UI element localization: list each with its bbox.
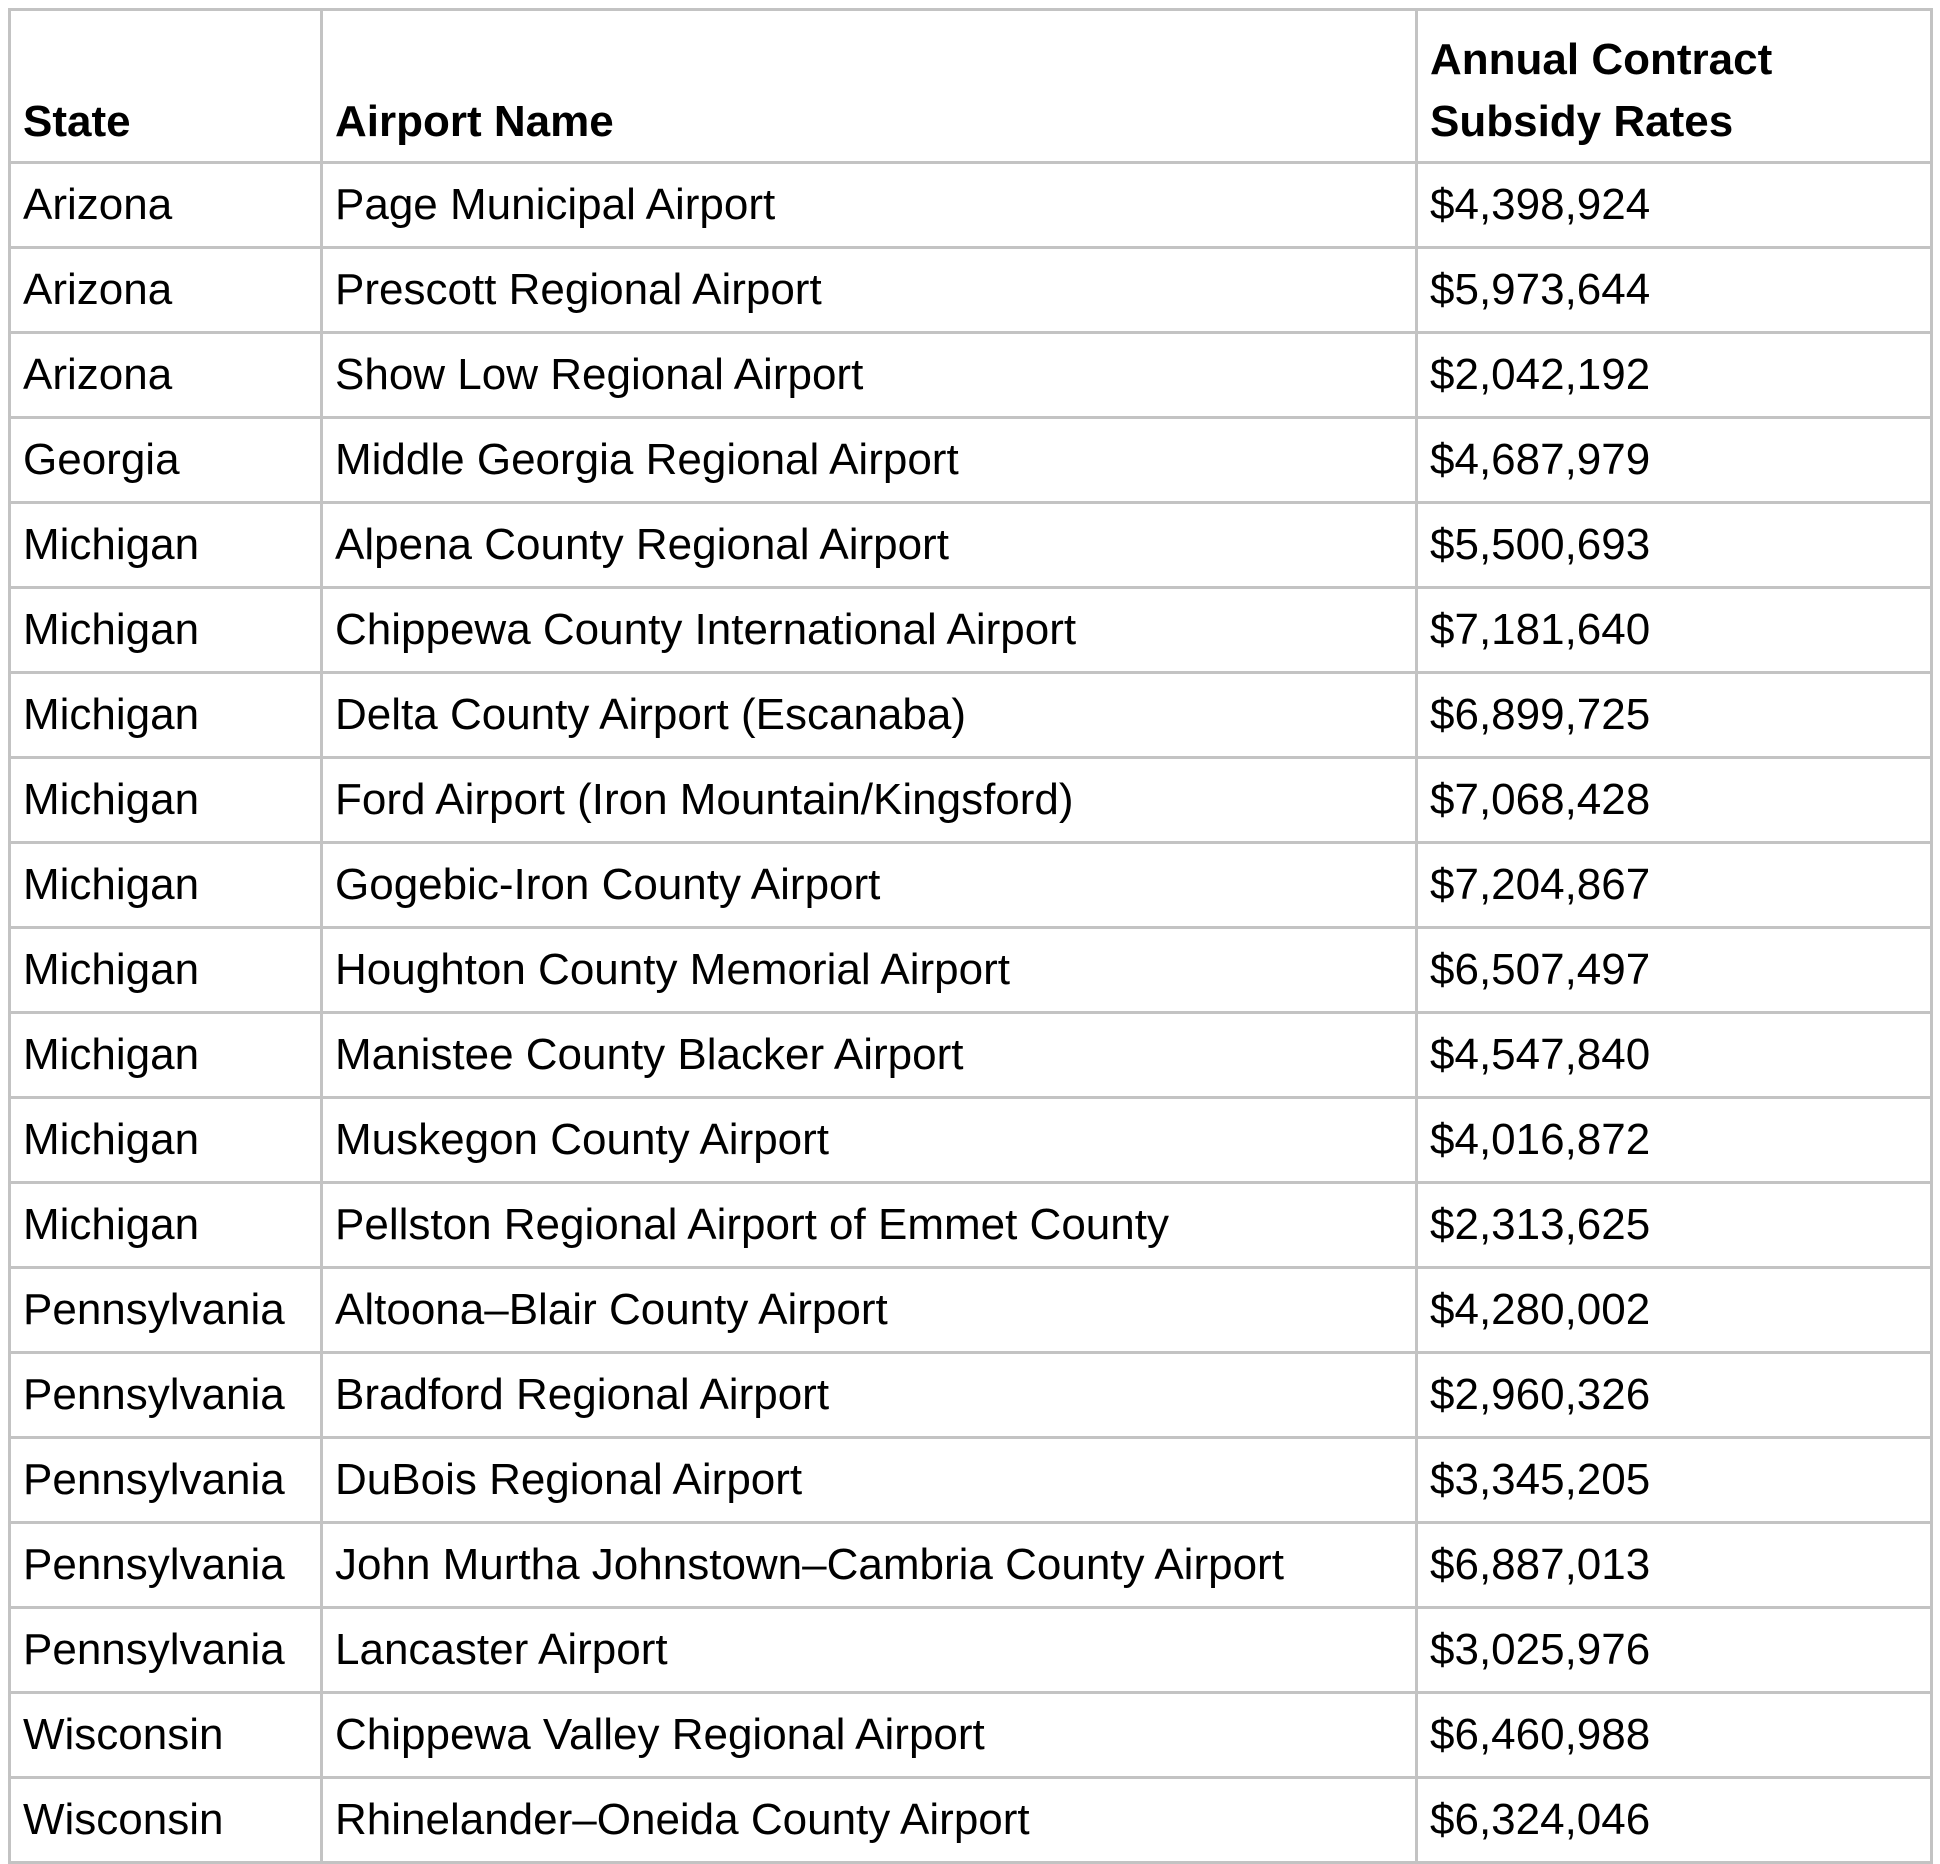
table-row xyxy=(10,843,1932,928)
cell-airport-name: Gogebic-Iron County Airport xyxy=(322,843,1417,928)
cell-subsidy-rate: $7,068,428 xyxy=(1417,758,1932,843)
cell-state: Arizona xyxy=(10,248,322,333)
cell-state: Georgia xyxy=(10,418,322,503)
cell-subsidy-rate: $5,973,644 xyxy=(1417,248,1932,333)
table-row xyxy=(10,588,1932,673)
table-row xyxy=(10,333,1932,418)
table-row xyxy=(10,1693,1932,1778)
table-row xyxy=(10,1523,1932,1608)
cell-subsidy-rate: $2,960,326 xyxy=(1417,1353,1932,1438)
cell-state: Michigan xyxy=(10,843,322,928)
cell-airport-name: Middle Georgia Regional Airport xyxy=(322,418,1417,503)
cell-state: Michigan xyxy=(10,588,322,673)
table-row xyxy=(10,928,1932,1013)
cell-state: Pennsylvania xyxy=(10,1523,322,1608)
cell-subsidy-rate: $7,204,867 xyxy=(1417,843,1932,928)
table-header xyxy=(10,10,1932,163)
cell-subsidy-rate: $6,899,725 xyxy=(1417,673,1932,758)
table-row xyxy=(10,1098,1932,1183)
cell-state: Michigan xyxy=(10,1183,322,1268)
cell-state: Pennsylvania xyxy=(10,1353,322,1438)
cell-airport-name: Prescott Regional Airport xyxy=(322,248,1417,333)
cell-state: Pennsylvania xyxy=(10,1438,322,1523)
header-rate-line-1: Annual Contract xyxy=(1430,35,1773,84)
cell-subsidy-rate: $3,025,976 xyxy=(1417,1608,1932,1693)
cell-state: Michigan xyxy=(10,758,322,843)
table-row xyxy=(10,1268,1932,1353)
table-row xyxy=(10,1438,1932,1523)
header-airport-name: Airport Name xyxy=(322,10,1417,163)
cell-airport-name: Manistee County Blacker Airport xyxy=(322,1013,1417,1098)
table-row xyxy=(10,1013,1932,1098)
cell-subsidy-rate: $7,181,640 xyxy=(1417,588,1932,673)
cell-subsidy-rate: $4,547,840 xyxy=(1417,1013,1932,1098)
table-row xyxy=(10,673,1932,758)
cell-airport-name: Show Low Regional Airport xyxy=(322,333,1417,418)
cell-subsidy-rate: $6,887,013 xyxy=(1417,1523,1932,1608)
cell-airport-name: Pellston Regional Airport of Emmet County xyxy=(322,1183,1417,1268)
cell-state: Michigan xyxy=(10,1098,322,1183)
cell-subsidy-rate: $3,345,205 xyxy=(1417,1438,1932,1523)
cell-subsidy-rate: $2,313,625 xyxy=(1417,1183,1932,1268)
cell-subsidy-rate: $6,507,497 xyxy=(1417,928,1932,1013)
cell-airport-name: Muskegon County Airport xyxy=(322,1098,1417,1183)
cell-subsidy-rate: $4,398,924 xyxy=(1417,163,1932,248)
cell-state: Michigan xyxy=(10,673,322,758)
cell-airport-name: John Murtha Johnstown–Cambria County Airport xyxy=(322,1523,1417,1608)
cell-airport-name: Houghton County Memorial Airport xyxy=(322,928,1417,1013)
table-row xyxy=(10,758,1932,843)
cell-airport-name: Altoona–Blair County Airport xyxy=(322,1268,1417,1353)
cell-subsidy-rate: $2,042,192 xyxy=(1417,333,1932,418)
cell-airport-name: Rhinelander–Oneida County Airport xyxy=(322,1778,1417,1863)
subsidy-table xyxy=(8,8,1933,1864)
table-row xyxy=(10,1778,1932,1863)
header-state: State xyxy=(10,10,322,163)
cell-state: Michigan xyxy=(10,503,322,588)
cell-state: Arizona xyxy=(10,333,322,418)
table-row xyxy=(10,1608,1932,1693)
cell-airport-name: Chippewa Valley Regional Airport xyxy=(322,1693,1417,1778)
cell-airport-name: Ford Airport (Iron Mountain/Kingsford) xyxy=(322,758,1417,843)
cell-state: Wisconsin xyxy=(10,1778,322,1863)
cell-airport-name: DuBois Regional Airport xyxy=(322,1438,1417,1523)
cell-state: Pennsylvania xyxy=(10,1268,322,1353)
cell-subsidy-rate: $6,460,988 xyxy=(1417,1693,1932,1778)
table-row xyxy=(10,503,1932,588)
cell-airport-name: Bradford Regional Airport xyxy=(322,1353,1417,1438)
table-body xyxy=(10,163,1932,1863)
table-row xyxy=(10,248,1932,333)
cell-state: Wisconsin xyxy=(10,1693,322,1778)
subsidy-table-container xyxy=(8,8,1933,1864)
cell-subsidy-rate: $6,324,046 xyxy=(1417,1778,1932,1863)
cell-state: Michigan xyxy=(10,928,322,1013)
table-row xyxy=(10,1183,1932,1268)
table-row xyxy=(10,1353,1932,1438)
header-rate-line-2: Subsidy Rates xyxy=(1430,97,1734,146)
table-row xyxy=(10,418,1932,503)
cell-subsidy-rate: $4,687,979 xyxy=(1417,418,1932,503)
cell-state: Arizona xyxy=(10,163,322,248)
header-row xyxy=(10,10,1932,163)
cell-state: Michigan xyxy=(10,1013,322,1098)
table-row xyxy=(10,163,1932,248)
cell-airport-name: Page Municipal Airport xyxy=(322,163,1417,248)
cell-subsidy-rate: $4,280,002 xyxy=(1417,1268,1932,1353)
cell-airport-name: Alpena County Regional Airport xyxy=(322,503,1417,588)
cell-airport-name: Lancaster Airport xyxy=(322,1608,1417,1693)
cell-subsidy-rate: $5,500,693 xyxy=(1417,503,1932,588)
header-annual-contract-subsidy-rates xyxy=(1417,10,1932,163)
cell-state: Pennsylvania xyxy=(10,1608,322,1693)
cell-airport-name: Delta County Airport (Escanaba) xyxy=(322,673,1417,758)
cell-airport-name: Chippewa County International Airport xyxy=(322,588,1417,673)
cell-subsidy-rate: $4,016,872 xyxy=(1417,1098,1932,1183)
